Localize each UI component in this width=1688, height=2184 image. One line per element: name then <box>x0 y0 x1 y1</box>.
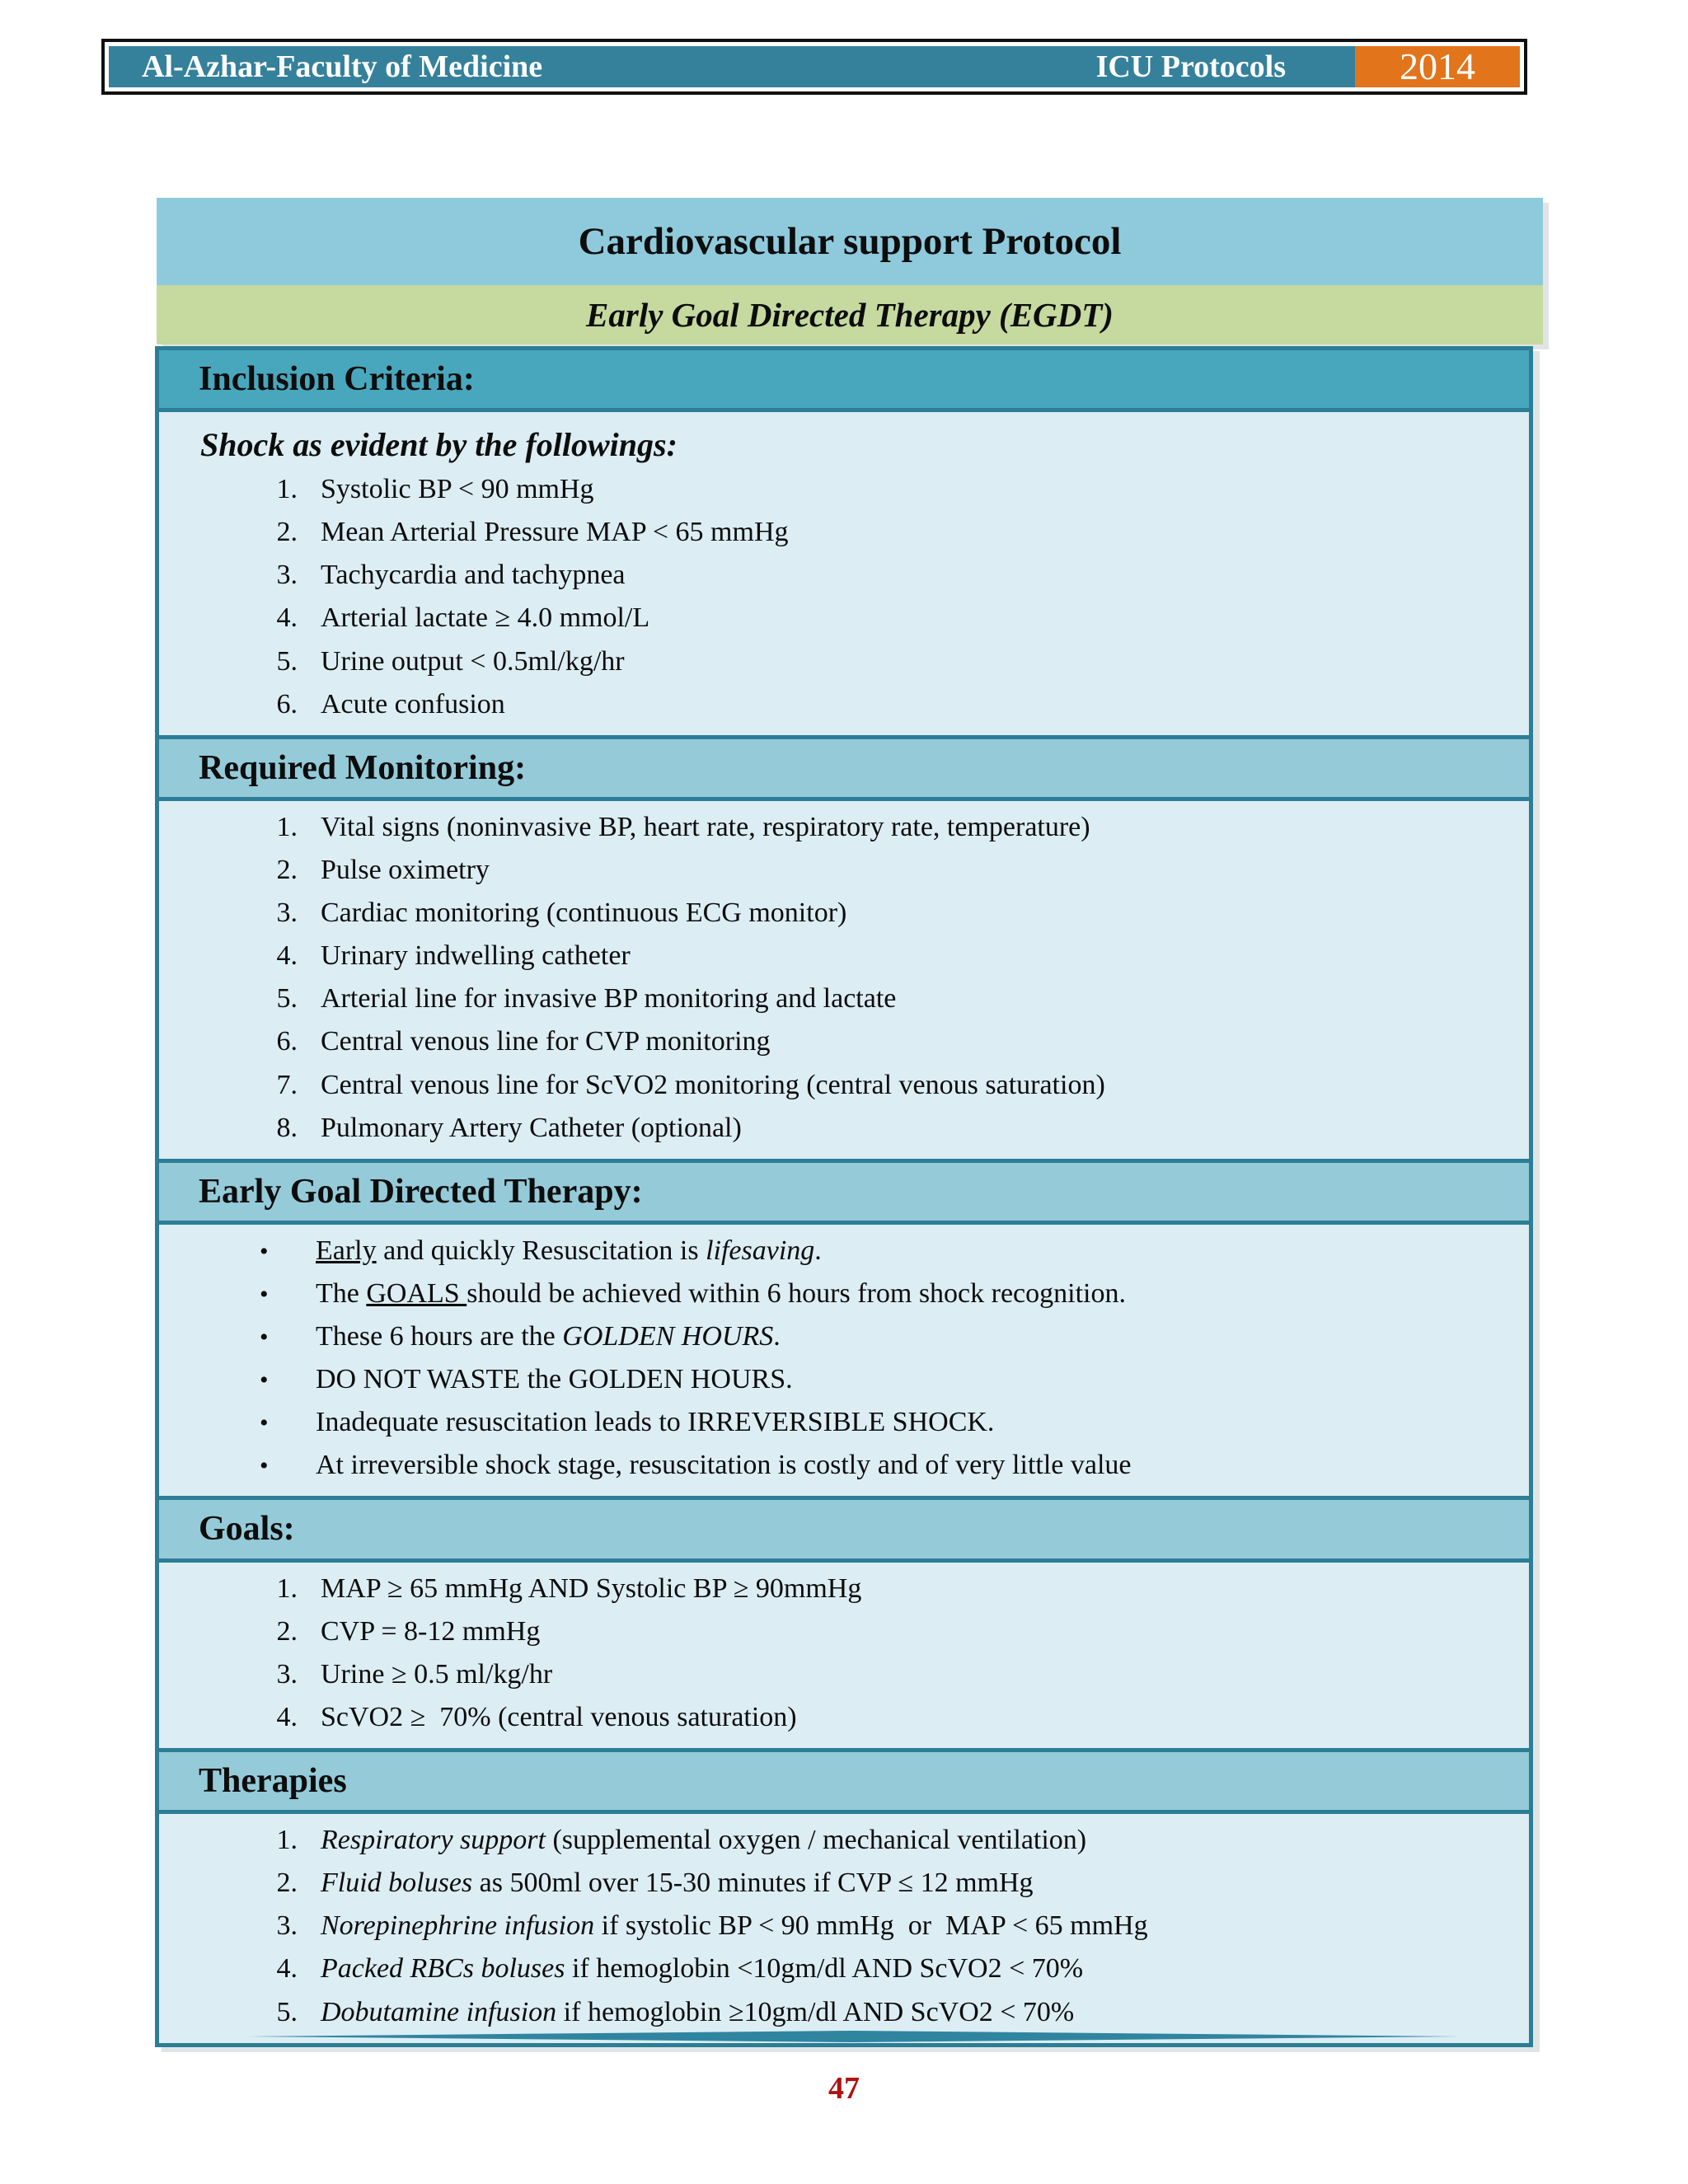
item-text: Urine output < 0.5ml/kg/hr <box>321 645 625 677</box>
item-text: Vital signs (noninvasive BP, heart rate, respiratory rate, temperature) <box>321 811 1090 842</box>
item-text: The GOALS should be achieved within 6 hours from shock recognition. <box>316 1277 1126 1309</box>
section-panel-required-monitoring <box>159 801 1529 1159</box>
item-number: 5. <box>276 645 298 677</box>
item-text: At irreversible shock stage, resuscitation is costly and of very little value <box>316 1450 1132 1481</box>
list-item <box>199 1572 1504 1605</box>
header-band <box>109 46 1355 87</box>
item-number: 1. <box>276 1572 298 1604</box>
item-text: Respiratory support (supplemental oxygen / mechanical ventilation) <box>321 1825 1087 1856</box>
panel-subheading: Shock as evident by the followings: <box>200 426 678 464</box>
item-number: 8. <box>276 1112 298 1143</box>
footer-divider <box>247 2031 1459 2042</box>
list-item <box>199 516 1504 548</box>
item-number: 6. <box>276 688 298 719</box>
document-header <box>101 39 1527 95</box>
item-text: Dobutamine infusion if hemoglobin ≥10gm/dl AND ScVO2 < 70% <box>321 1996 1075 2027</box>
section-heading-goals: Goals: <box>159 1496 1529 1562</box>
list-item <box>199 1952 1504 1985</box>
list-item <box>199 1025 1504 1057</box>
item-number: 3. <box>276 898 298 929</box>
item-text: Tachycardia and tachypnea <box>321 560 626 591</box>
list-item <box>199 940 1504 972</box>
institution-label: Al-Azhar-Faculty of Medicine <box>142 49 543 84</box>
bullet-icon: • <box>260 1237 269 1265</box>
item-number: 3. <box>276 560 298 591</box>
item-text: Inadequate resuscitation leads to IRREVERSIBLE SHOCK. <box>316 1407 995 1438</box>
item-number: 6. <box>276 1026 298 1057</box>
section-therapies <box>159 1748 1529 2043</box>
item-number: 1. <box>276 1825 298 1856</box>
item-number: 3. <box>276 1658 298 1690</box>
item-number: 7. <box>276 1069 298 1100</box>
item-text: Norepinephrine infusion if systolic BP < 90 mmHg or MAP < 65 mmHg <box>321 1910 1148 1942</box>
item-number: 1. <box>276 811 298 842</box>
list-item <box>199 559 1504 591</box>
bullet-icon: • <box>260 1409 269 1437</box>
item-text: CVP = 8-12 mmHg <box>321 1615 541 1647</box>
list-item <box>199 1996 1504 2028</box>
item-text: Systolic BP < 90 mmHg <box>321 474 594 505</box>
item-text: Arterial lactate ≥ 4.0 mmol/L <box>321 602 650 634</box>
list-item <box>199 811 1504 843</box>
item-number: 2. <box>276 517 298 548</box>
item-number: 4. <box>276 602 298 634</box>
bullet-icon: • <box>260 1280 269 1308</box>
item-number: 4. <box>276 940 298 972</box>
item-text: Arterial line for invasive BP monitoring and lactate <box>321 983 897 1015</box>
protocol-table <box>155 346 1533 2047</box>
sections <box>159 350 1529 2043</box>
item-number: 2. <box>276 855 298 886</box>
item-text: Cardiac monitoring (continuous ECG monitor) <box>321 898 847 929</box>
item-text: MAP ≥ 65 mmHg AND Systolic BP ≥ 90mmHg <box>321 1572 862 1604</box>
item-text: Urinary indwelling catheter <box>321 940 631 972</box>
section-heading-required-monitoring: Required Monitoring: <box>159 735 1529 801</box>
list-item <box>199 1658 1504 1690</box>
page-subtitle: Early Goal Directed Therapy (EGDT) <box>157 285 1543 344</box>
item-text: Early and quickly Resuscitation is lifesaving. <box>316 1235 822 1266</box>
publication-label: ICU Protocols <box>1095 49 1286 84</box>
list-item <box>199 1449 1504 1481</box>
section-panel-inclusion-criteria <box>159 412 1529 735</box>
section-required-monitoring <box>159 735 1529 1159</box>
item-number: 5. <box>276 983 298 1015</box>
section-panel-therapies <box>159 1814 1529 2042</box>
item-text: Pulmonary Artery Catheter (optional) <box>321 1112 742 1143</box>
item-text: These 6 hours are the GOLDEN HOURS. <box>316 1321 781 1352</box>
item-text: Acute confusion <box>321 688 505 719</box>
bullet-icon: • <box>260 1452 269 1480</box>
bullet-icon: • <box>260 1366 269 1394</box>
item-number: 2. <box>276 1868 298 1899</box>
list-item <box>199 1406 1504 1438</box>
item-text: ScVO2 ≥ 70% (central venous saturation) <box>321 1701 797 1732</box>
list-item <box>199 1867 1504 1899</box>
list-item <box>199 1615 1504 1647</box>
item-number: 5. <box>276 1996 298 2027</box>
list-item <box>199 688 1504 720</box>
list-item <box>199 1235 1504 1267</box>
item-text: Pulse oximetry <box>321 855 490 886</box>
list-item <box>199 1069 1504 1101</box>
list-item <box>199 1277 1504 1310</box>
list-item <box>199 1701 1504 1733</box>
item-text: Urine ≥ 0.5 ml/kg/hr <box>321 1658 553 1690</box>
section-heading-therapies: Therapies <box>159 1748 1529 1814</box>
year-badge: 2014 <box>1355 46 1520 87</box>
item-text: Packed RBCs boluses if hemoglobin <10gm/dl AND ScVO2 < 70% <box>321 1953 1084 1985</box>
title-block <box>157 198 1543 344</box>
section-panel-goals <box>159 1563 1529 1748</box>
section-panel-early-goal-directed-therapy <box>159 1225 1529 1497</box>
item-text: Central venous line for CVP monitoring <box>321 1026 771 1057</box>
section-heading-early-goal-directed-therapy: Early Goal Directed Therapy: <box>159 1159 1529 1225</box>
list-item <box>199 1824 1504 1856</box>
section-inclusion-criteria <box>159 350 1529 735</box>
item-number: 3. <box>276 1910 298 1942</box>
item-text: DO NOT WASTE the GOLDEN HOURS. <box>316 1364 793 1395</box>
bullet-icon: • <box>260 1324 269 1352</box>
list-item <box>199 854 1504 886</box>
section-early-goal-directed-therapy <box>159 1159 1529 1497</box>
item-text: Mean Arterial Pressure MAP < 65 mmHg <box>321 517 789 548</box>
list-item <box>199 473 1504 505</box>
section-goals <box>159 1496 1529 1748</box>
item-number: 1. <box>276 474 298 505</box>
list-item <box>199 1910 1504 1942</box>
section-heading-inclusion-criteria: Inclusion Criteria: <box>159 350 1529 412</box>
list-item <box>199 602 1504 634</box>
list-item <box>199 1320 1504 1352</box>
list-item <box>199 982 1504 1015</box>
item-text: Central venous line for ScVO2 monitoring (central venous saturation) <box>321 1069 1105 1100</box>
list-item <box>199 1363 1504 1395</box>
item-number: 4. <box>276 1701 298 1732</box>
page-number: 47 <box>828 2071 860 2106</box>
item-text: Fluid boluses as 500ml over 15-30 minutes if CVP ≤ 12 mmHg <box>321 1868 1034 1899</box>
list-item <box>199 1112 1504 1144</box>
item-number: 4. <box>276 1953 298 1985</box>
page-title: Cardiovascular support Protocol <box>157 198 1543 285</box>
list-item <box>199 897 1504 929</box>
list-item <box>199 645 1504 677</box>
item-number: 2. <box>276 1615 298 1647</box>
